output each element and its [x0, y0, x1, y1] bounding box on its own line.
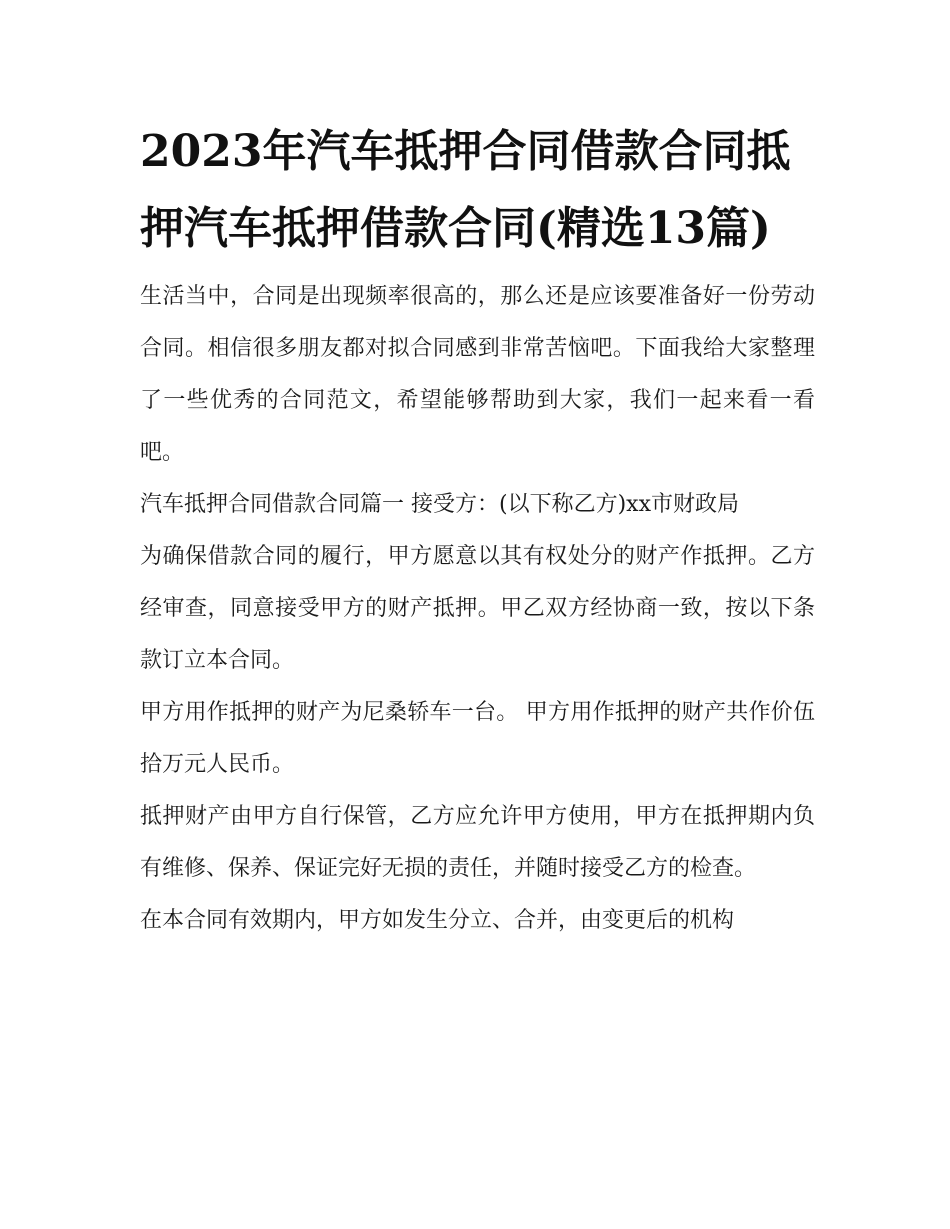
- paragraph-purpose: 为确保借款合同的履行，甲方愿意以其有权处分的财产作抵押。乙方经审查，同意接受甲方的财产抵押。甲乙双方经协商一致，按以下条款订立本合同。: [140, 544, 815, 673]
- paragraph-section-one-parties: 汽车抵押合同借款合同篇一 接受方：(以下称乙方)xx市财政局: [140, 492, 739, 517]
- document-body: [140, 113, 815, 947]
- document-title: 2023年汽车抵押合同借款合同抵押汽车抵押借款合同(精选13篇): [140, 126, 791, 254]
- paragraph-validity: 在本合同有效期内，甲方如发生分立、合并，由变更后的机构: [140, 908, 735, 933]
- paragraph-custody: 抵押财产由甲方自行保管，乙方应允许甲方使用，甲方在抵押期内负有维修、保养、保证完好无损的责任，并随时接受乙方的检查。: [140, 804, 815, 881]
- paragraph-intro: 生活当中，合同是出现频率很高的，那么还是应该要准备好一份劳动合同。相信很多朋友都对拟合同感到非常苦恼吧。下面我给大家整理了一些优秀的合同范文，希望能够帮助到大家，我们一起来看一看吧。: [140, 284, 815, 465]
- paragraph-collateral: 甲方用作抵押的财产为尼桑轿车一台。 甲方用作抵押的财产共作价伍拾万元人民币。: [140, 700, 815, 777]
